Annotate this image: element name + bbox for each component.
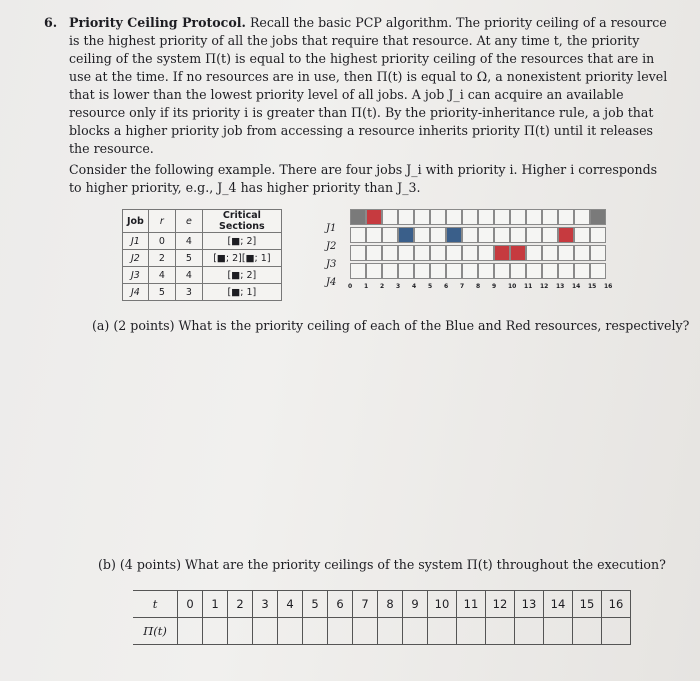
schedule-cell xyxy=(494,263,510,279)
question-paragraph-1 xyxy=(69,14,672,158)
schedule-label-j1: J1 xyxy=(326,223,337,234)
pi-answer-cell[interactable] xyxy=(573,618,602,645)
schedule-cell xyxy=(430,209,446,225)
schedule-cell xyxy=(382,209,398,225)
schedule-cell xyxy=(350,263,366,279)
schedule-cell xyxy=(574,209,590,225)
schedule-cell xyxy=(478,227,494,243)
schedule-cell xyxy=(382,263,398,279)
pi-table-value-row xyxy=(133,618,631,645)
schedule-cell xyxy=(558,245,574,261)
table-row: J3 4 4 [■; 2] xyxy=(123,267,282,284)
schedule-cell xyxy=(366,245,382,261)
table-row: J4 5 3 [■; 1] xyxy=(123,284,282,301)
schedule-cell xyxy=(494,209,510,225)
schedule-cell xyxy=(590,227,606,243)
pi-table xyxy=(133,590,631,645)
schedule-cell xyxy=(510,209,526,225)
job-table-header: e xyxy=(175,210,202,233)
schedule-tick-label: 3 xyxy=(396,283,401,290)
pi-table-time-row: t 0 1 2 3 4 5 6 7 8 9 10 11 12 13 14 15 16 xyxy=(133,591,631,618)
schedule-cell xyxy=(526,209,542,225)
schedule-cell xyxy=(414,227,430,243)
schedule-cell xyxy=(574,227,590,243)
pi-answer-cell[interactable] xyxy=(353,618,378,645)
schedule-tick-label: 7 xyxy=(460,283,465,290)
pi-answer-cell[interactable] xyxy=(303,618,328,645)
schedule-cell xyxy=(414,245,430,261)
pi-answer-cell[interactable] xyxy=(602,618,631,645)
schedule-cell xyxy=(462,227,478,243)
schedule-tick-label: 11 xyxy=(524,283,533,290)
schedule-cell xyxy=(526,227,542,243)
schedule-tick-label: 4 xyxy=(412,283,417,290)
schedule-cell xyxy=(430,227,446,243)
schedule-tick-label: 13 xyxy=(556,283,565,290)
job-table xyxy=(122,209,282,301)
schedule-cell xyxy=(430,245,446,261)
schedule-cell xyxy=(446,263,462,279)
schedule-cell xyxy=(494,227,510,243)
schedule-cell xyxy=(510,263,526,279)
schedule-cell xyxy=(398,227,414,243)
pi-answer-cell[interactable] xyxy=(544,618,573,645)
schedule-cell xyxy=(366,209,382,225)
pi-table-t-label: t xyxy=(133,591,178,618)
schedule-cell xyxy=(542,245,558,261)
schedule-cell xyxy=(478,209,494,225)
part-b-question: (b) (4 points) What are the priority ceilings of the system Π(t) throughout the execution? xyxy=(98,557,666,572)
schedule-tick-label: 9 xyxy=(492,283,497,290)
schedule-cell xyxy=(462,245,478,261)
pi-answer-cell[interactable] xyxy=(253,618,278,645)
question-title: Priority Ceiling Protocol. xyxy=(69,15,246,30)
schedule-cell xyxy=(398,263,414,279)
schedule-cell xyxy=(542,227,558,243)
schedule-cell xyxy=(414,263,430,279)
schedule-cell xyxy=(446,227,462,243)
table-row: J1 0 4 [■; 2] xyxy=(123,233,282,250)
schedule-tick-label: 14 xyxy=(572,283,581,290)
schedule-tick-label: 2 xyxy=(380,283,385,290)
schedule-cell xyxy=(414,209,430,225)
pi-answer-cell[interactable] xyxy=(515,618,544,645)
schedule-tick-label: 16 xyxy=(604,283,613,290)
schedule-cell xyxy=(526,263,542,279)
schedule-cell xyxy=(398,245,414,261)
schedule-tick-label: 10 xyxy=(508,283,517,290)
schedule-tick-label: 15 xyxy=(588,283,597,290)
job-table-header: Critical Sections xyxy=(202,210,281,233)
schedule-cell xyxy=(366,263,382,279)
schedule-cell xyxy=(398,209,414,225)
schedule-cell xyxy=(430,263,446,279)
schedule-cell xyxy=(526,245,542,261)
schedule-cell xyxy=(558,227,574,243)
question-6 xyxy=(44,14,672,200)
schedule-cell xyxy=(478,263,494,279)
schedule-cell xyxy=(494,245,510,261)
schedule-cell xyxy=(446,245,462,261)
schedule-tick-label: 6 xyxy=(444,283,449,290)
schedule-cell xyxy=(558,209,574,225)
schedule-cell xyxy=(446,209,462,225)
schedule-label-j2: J2 xyxy=(326,241,337,252)
pi-answer-cell[interactable] xyxy=(457,618,486,645)
question-number: 6. xyxy=(44,15,58,30)
pi-answer-cell[interactable] xyxy=(328,618,353,645)
schedule-tick-label: 12 xyxy=(540,283,549,290)
pi-answer-cell[interactable] xyxy=(203,618,228,645)
question-paragraph-2: Consider the following example. There are four jobs J_i with priority i. Higher i corresponds to higher priority, e.g., J_4 has higher priority than J_3. xyxy=(69,162,658,195)
schedule-cell xyxy=(462,209,478,225)
schedule-cell xyxy=(542,209,558,225)
schedule-label-j4: J4 xyxy=(326,277,337,288)
question-text: Recall the basic PCP algorithm. The priority ceiling of a resource is the highest priority of all the jobs that require that resource. At any time t, the priority ceiling of the system Π(t) is equal to the highest priority ceiling of the resources that are in use at the time. If no resources are in use, then Π(t) is equal to Ω, a nonexistent priority level that is lower than the lowest priority level of all jobs. A job J_i can acquire an available resource only if its priority i is greater than Π(t). By the priority-inheritance rule, a job that blocks a higher priority job from accessing a resource inherits priority Π(t) until it releases the resource. xyxy=(69,15,668,156)
pi-answer-cell[interactable] xyxy=(378,618,403,645)
schedule-cell xyxy=(510,245,526,261)
schedule-tick-label: 5 xyxy=(428,283,433,290)
schedule-cell xyxy=(574,263,590,279)
schedule-cell xyxy=(350,245,366,261)
pi-table-pi-label: Π(t) xyxy=(133,618,178,645)
schedule-cell xyxy=(542,263,558,279)
job-table-header: Job xyxy=(123,210,149,233)
schedule-cell xyxy=(366,227,382,243)
schedule-label-j3: J3 xyxy=(326,259,337,270)
schedule-cell xyxy=(558,263,574,279)
schedule-tick-label: 0 xyxy=(348,283,353,290)
part-a-question: (a) (2 points) What is the priority ceiling of each of the Blue and Red resources, respectively? xyxy=(92,318,690,333)
schedule-cell xyxy=(590,245,606,261)
schedule-cell xyxy=(382,245,398,261)
pi-answer-cell[interactable] xyxy=(403,618,428,645)
schedule-cell xyxy=(350,209,366,225)
schedule-cell xyxy=(478,245,494,261)
schedule-tick-label: 8 xyxy=(476,283,481,290)
job-table-header: r xyxy=(148,210,175,233)
schedule-cell xyxy=(382,227,398,243)
schedule-cell xyxy=(590,209,606,225)
pi-answer-cell[interactable] xyxy=(278,618,303,645)
schedule-tick-label: 1 xyxy=(364,283,369,290)
pi-answer-cell[interactable] xyxy=(178,618,203,645)
pi-answer-cell[interactable] xyxy=(228,618,253,645)
table-row: J2 2 5 [■; 2][■; 1] xyxy=(123,250,282,267)
pi-answer-cell[interactable] xyxy=(428,618,457,645)
schedule-cell xyxy=(510,227,526,243)
pi-answer-cell[interactable] xyxy=(486,618,515,645)
schedule-cell xyxy=(350,227,366,243)
schedule-cell xyxy=(462,263,478,279)
schedule-cell xyxy=(574,245,590,261)
schedule-cell xyxy=(590,263,606,279)
